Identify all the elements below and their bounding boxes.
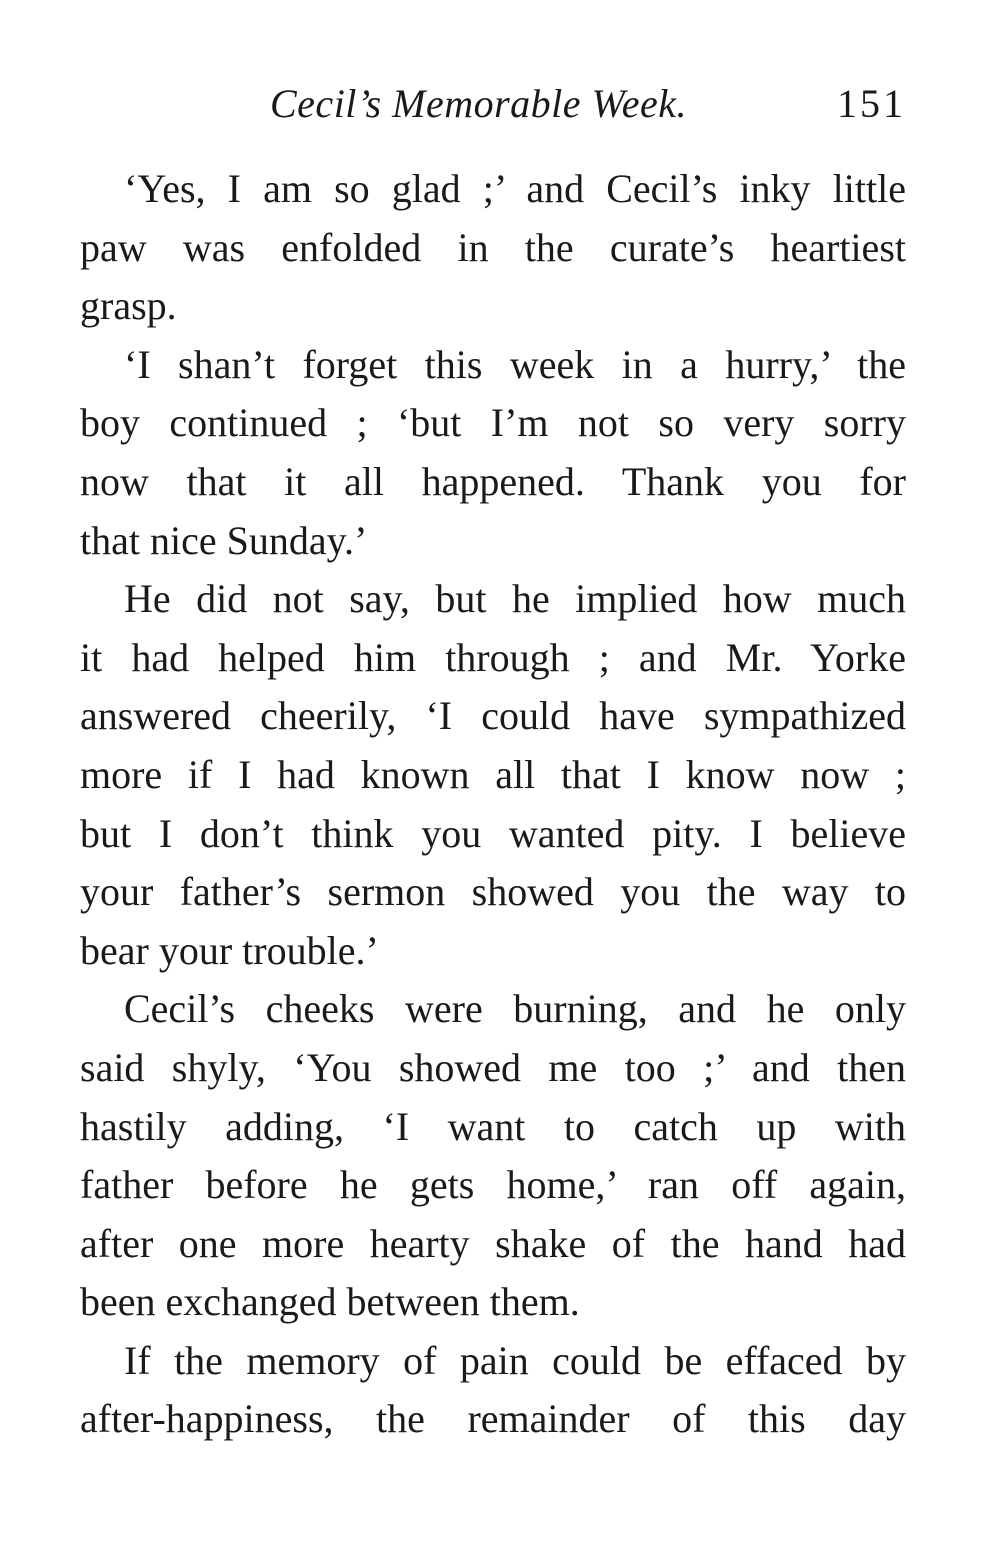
text-line: If the memory of pain could be effaced by [124,1337,906,1383]
paragraph [80,980,906,1332]
text-line: said shyly, ‘You showed me too ;’ and then [80,1044,906,1090]
text-line: but I don’t think you wanted pity. I believe [80,810,906,856]
paragraph [80,1332,906,1449]
text-line: it had helped him through ; and Mr. Yorke [80,634,906,680]
text-line: hastily adding, ‘I want to catch up with [80,1103,906,1149]
text-line: paw was enfolded in the curate’s heartiest [80,224,906,270]
text-line: your father’s sermon showed you the way to [80,869,906,915]
text-line: boy continued ; ‘but I’m not so very sorry [80,400,906,446]
text-line: He did not say, but he implied how much [124,576,906,622]
text-line: father before he gets home,’ ran off again, [80,1162,906,1208]
text-line: Cecil’s cheeks were burning, and he only [124,986,906,1032]
paragraph [80,570,906,980]
page-number: 151 [837,81,906,126]
text-line: ‘I shan’t forget this week in a hurry,’ the [124,341,906,387]
text-line: now that it all happened. Thank you for [80,458,906,504]
page-header [80,76,906,132]
paragraph [80,336,906,570]
text-line: answered cheerily, ‘I could have sympathized [80,693,906,739]
paragraph [80,160,906,336]
text-line: that nice Sunday.’ [80,517,368,563]
text-line: more if I had known all that I know now ; [80,751,906,797]
text-line: bear your trouble.’ [80,927,379,973]
body-text [80,160,906,1449]
text-line: been exchanged between them. [80,1279,580,1325]
running-title: Cecil’s Memorable Week. [270,81,687,126]
text-line: after one more hearty shake of the hand had [80,1220,906,1266]
text-line: after-happiness, the remainder of this day [80,1396,906,1442]
text-line: ‘Yes, I am so glad ;’ and Cecil’s inky little [124,166,906,211]
text-line: grasp. [80,283,177,329]
